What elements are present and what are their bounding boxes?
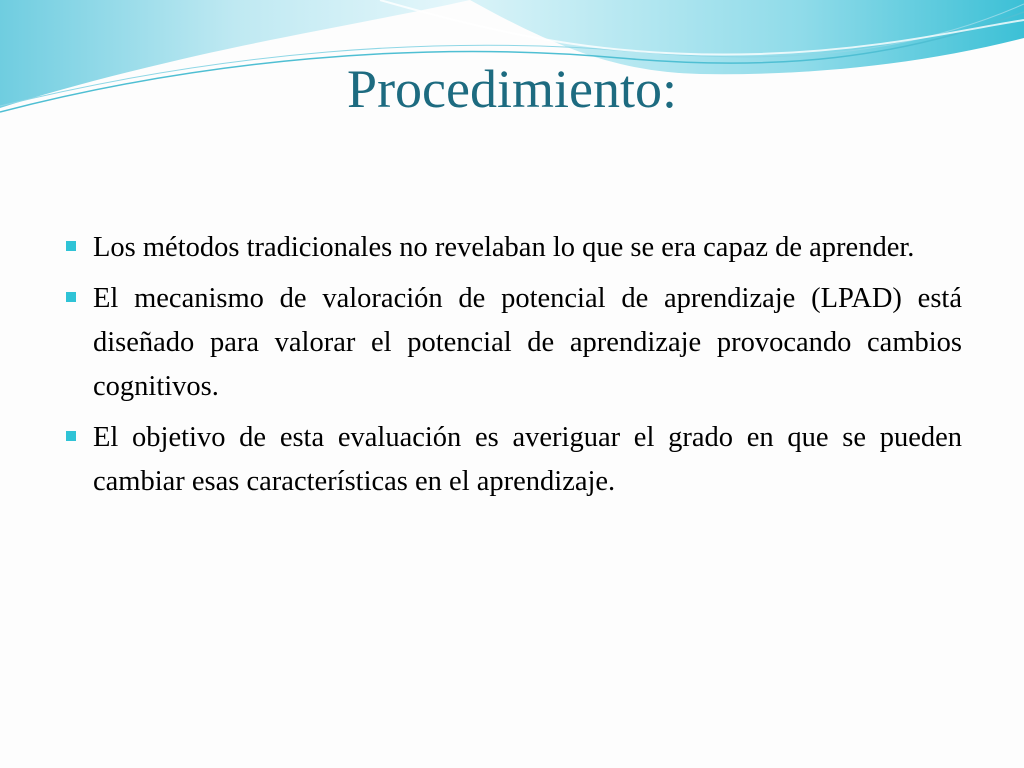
bullet-item-3 xyxy=(60,416,962,504)
bullet-item-1 xyxy=(60,226,962,270)
bullet-text-2: El mecanismo de valoración de potencial de aprendizaje (LPAD) está diseñado para valorar el potencial de aprendizaje provocando cambios cognitivos. xyxy=(93,283,962,402)
bullet-item-2 xyxy=(60,277,962,409)
slide-title: Procedimiento: xyxy=(347,59,677,119)
square-bullet-icon xyxy=(66,292,76,302)
square-bullet-icon xyxy=(66,241,76,251)
bullet-text-3: El objetivo de esta evaluación es averiguar el grado en que se pueden cambiar esas características en el aprendizaje. xyxy=(93,422,962,497)
bullet-list xyxy=(60,226,962,511)
bullet-text-1: Los métodos tradicionales no revelaban lo que se era capaz de aprender. xyxy=(93,232,915,263)
square-bullet-icon xyxy=(66,431,76,441)
